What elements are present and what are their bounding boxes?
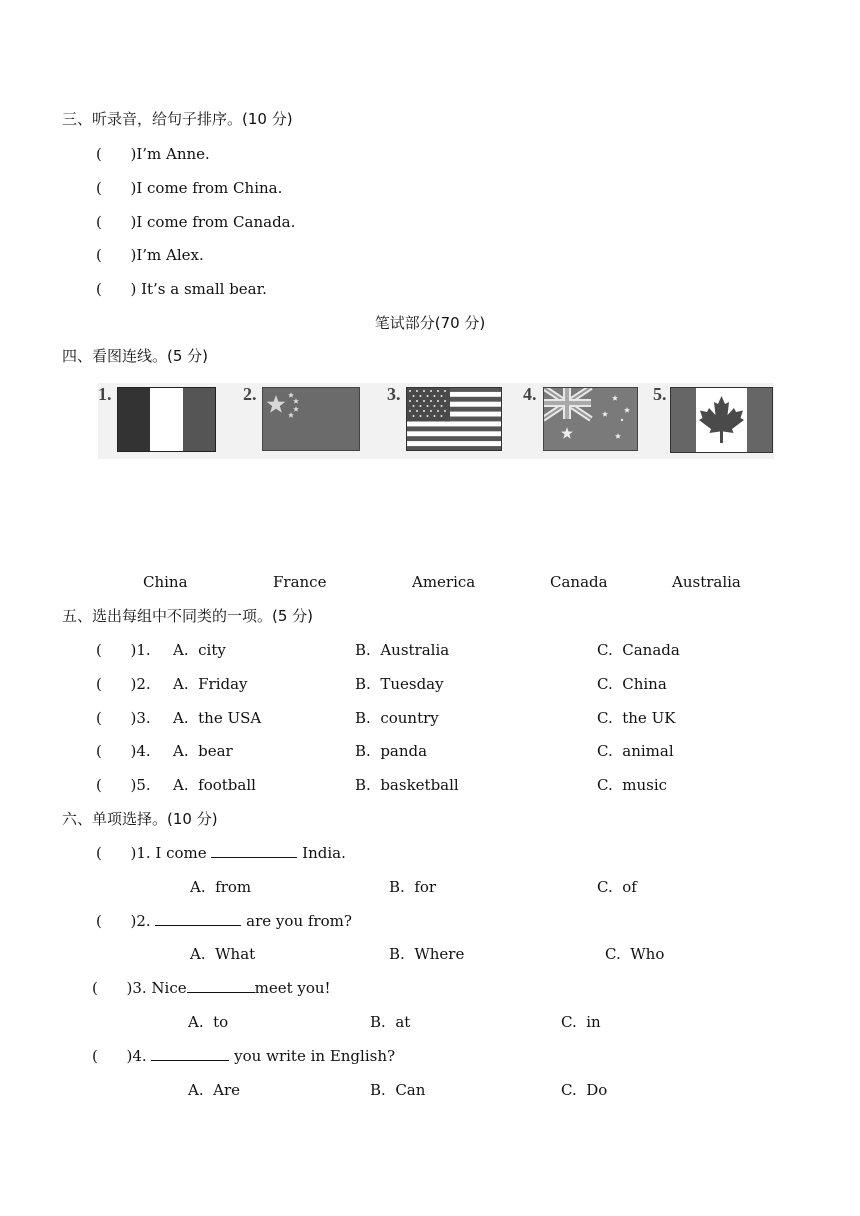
answer-paren[interactable]: ( ) — [96, 179, 137, 197]
option-b[interactable]: B. basketball — [355, 776, 459, 794]
option-c[interactable]: C. in — [561, 1013, 601, 1031]
option-b[interactable]: B. for — [389, 878, 437, 896]
canada-flag-icon[interactable] — [670, 387, 773, 453]
answer-paren[interactable]: ( )4. — [92, 1047, 147, 1065]
option-a[interactable]: A. the USA — [173, 709, 262, 727]
section-4-title: 四、看图连线。(5 分) — [62, 347, 209, 365]
question-number[interactable]: ( )4. — [96, 742, 151, 760]
section-3-item-4 — [96, 245, 204, 265]
answer-blank[interactable] — [187, 978, 255, 993]
word-china[interactable]: China — [143, 573, 188, 591]
sentence-text: I come from China. — [136, 179, 283, 197]
option-a[interactable]: A. from — [190, 878, 252, 896]
question-number[interactable]: ( )5. — [96, 776, 151, 794]
option-b[interactable]: B. Australia — [355, 641, 450, 659]
question-number[interactable]: ( )3. — [96, 709, 151, 727]
question-line — [92, 978, 331, 998]
question-number[interactable]: ( )1. — [96, 641, 151, 659]
usa-flag-icon[interactable] — [406, 387, 502, 451]
answer-paren[interactable]: ( )1. — [96, 844, 151, 862]
france-flag-icon[interactable] — [117, 387, 216, 452]
section-3-item-5 — [96, 279, 267, 299]
answer-paren[interactable]: ( ) — [96, 280, 137, 298]
question-line — [96, 911, 352, 931]
question-text: I come — [155, 844, 212, 862]
option-c[interactable]: C. Do — [561, 1081, 608, 1099]
option-c[interactable]: C. animal — [597, 742, 674, 760]
answer-paren[interactable]: ( ) — [96, 145, 137, 163]
option-a[interactable]: A. What — [190, 945, 256, 963]
option-c[interactable]: C. music — [597, 776, 668, 794]
section-3-item-3 — [96, 212, 295, 232]
written-part-heading: 笔试部分(70 分) — [374, 314, 486, 332]
flag-number: 1. — [98, 384, 112, 404]
option-a[interactable]: A. Friday — [173, 675, 248, 693]
question-number[interactable]: ( )2. — [96, 675, 151, 693]
sentence-text: I come from Canada. — [136, 213, 296, 231]
answer-blank[interactable] — [155, 911, 241, 926]
answer-paren[interactable]: ( )3. — [92, 979, 147, 997]
china-flag-icon[interactable] — [262, 387, 360, 451]
word-france[interactable]: France — [273, 573, 327, 591]
option-c[interactable]: C. Canada — [597, 641, 680, 659]
option-a[interactable]: A. city — [173, 641, 226, 659]
option-a[interactable]: A. to — [188, 1013, 229, 1031]
question-text: you write in English? — [229, 1047, 396, 1065]
question-text: are you from? — [241, 912, 352, 930]
australia-flag-icon[interactable] — [543, 387, 638, 451]
answer-blank[interactable] — [211, 843, 297, 858]
question-line — [96, 843, 346, 863]
option-b[interactable]: B. Tuesday — [355, 675, 444, 693]
option-c[interactable]: C. Who — [605, 945, 665, 963]
answer-paren[interactable]: ( ) — [96, 246, 137, 264]
word-canada[interactable]: Canada — [550, 573, 608, 591]
section-3-title: 三、听录音，给句子排序。(10 分) — [62, 110, 293, 128]
flag-number: 2. — [243, 384, 257, 404]
option-c[interactable]: C. China — [597, 675, 667, 693]
question-text: Nice — [151, 979, 187, 997]
option-b[interactable]: B. Can — [370, 1081, 426, 1099]
answer-paren[interactable]: ( ) — [96, 213, 137, 231]
flag-number: 4. — [523, 384, 537, 404]
section-3-item-1 — [96, 144, 210, 164]
option-b[interactable]: B. Where — [389, 945, 465, 963]
sentence-text: I’m Anne. — [136, 145, 210, 163]
flag-number: 5. — [653, 384, 667, 404]
section-3-item-2 — [96, 178, 282, 198]
option-b[interactable]: B. at — [370, 1013, 411, 1031]
sentence-text: It’s a small bear. — [136, 280, 267, 298]
section-6-title: 六、单项选择。(10 分) — [62, 810, 218, 828]
answer-paren[interactable]: ( )2. — [96, 912, 151, 930]
option-c[interactable]: C. of — [597, 878, 637, 896]
answer-blank[interactable] — [151, 1046, 229, 1061]
option-a[interactable]: A. bear — [173, 742, 233, 760]
option-b[interactable]: B. panda — [355, 742, 428, 760]
word-australia[interactable]: Australia — [672, 573, 741, 591]
option-a[interactable]: A. Are — [188, 1081, 241, 1099]
section-5-title: 五、选出每组中不同类的一项。(5 分) — [62, 607, 314, 625]
question-text: India. — [297, 844, 346, 862]
question-text: meet you! — [254, 979, 331, 997]
question-line — [92, 1046, 395, 1066]
word-america[interactable]: America — [412, 573, 476, 591]
option-c[interactable]: C. the UK — [597, 709, 676, 727]
option-b[interactable]: B. country — [355, 709, 439, 727]
option-a[interactable]: A. football — [173, 776, 256, 794]
flag-number: 3. — [387, 384, 401, 404]
sentence-text: I’m Alex. — [136, 246, 204, 264]
